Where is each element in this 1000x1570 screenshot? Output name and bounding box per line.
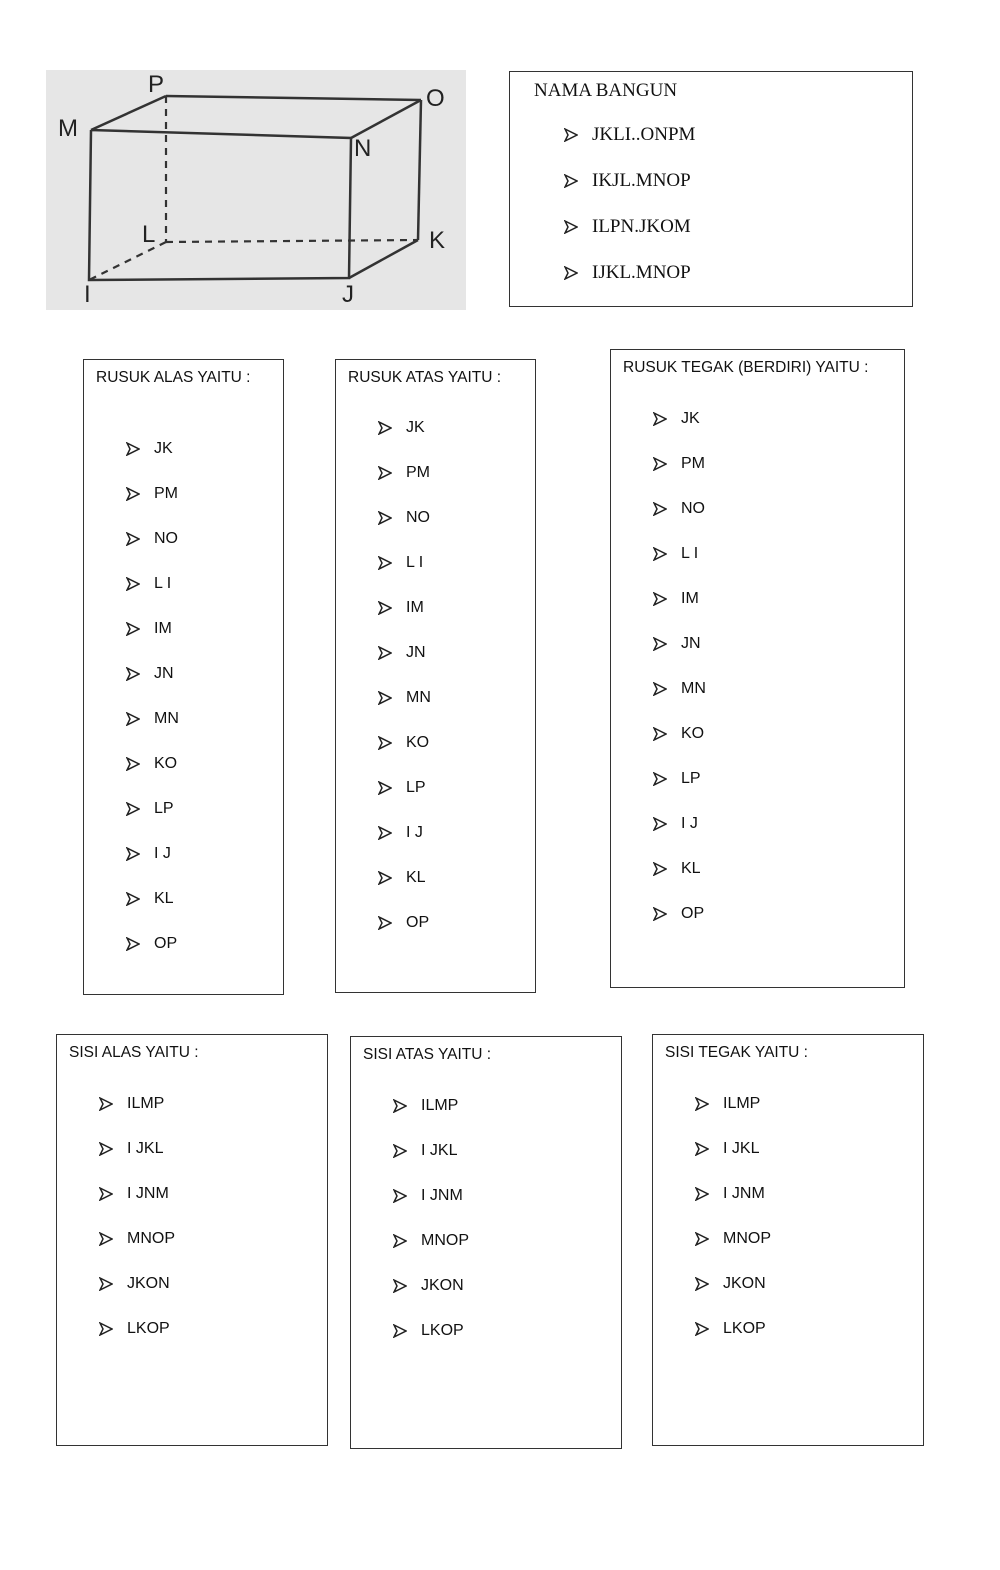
sisi-alas-option[interactable] (99, 1320, 170, 1338)
arrow-bullet-icon (653, 907, 667, 921)
edge-mp (91, 96, 166, 130)
sisi-tegak-option[interactable] (695, 1230, 771, 1248)
nama-bangun-box (509, 71, 913, 307)
option-label: KO (154, 755, 178, 772)
rusuk-tegak-option[interactable] (653, 635, 701, 653)
sisi-alas-title: SISI ALAS YAITU : (69, 1044, 199, 1061)
rusuk-atas-option[interactable] (378, 644, 426, 662)
option-label: OP (406, 914, 430, 931)
arrow-bullet-icon (99, 1097, 113, 1111)
option-label: JKON (127, 1275, 170, 1292)
option-label: IM (154, 620, 172, 637)
sisi-alas-option[interactable] (99, 1095, 164, 1113)
rusuk-alas-option[interactable] (126, 710, 179, 728)
option-label: KL (681, 860, 701, 877)
cuboid-figure (46, 70, 466, 310)
rusuk-tegak-title: RUSUK TEGAK (BERDIRI) YAITU : (623, 359, 869, 376)
option-label: L I (154, 575, 172, 592)
option-label: JN (154, 665, 174, 682)
nama-option[interactable] (564, 262, 691, 284)
arrow-bullet-icon (126, 892, 140, 906)
arrow-bullet-icon (393, 1144, 407, 1158)
option-label: JN (681, 635, 701, 652)
rusuk-atas-option[interactable] (378, 599, 424, 617)
arrow-bullet-icon (695, 1142, 709, 1156)
option-label: IKJL.MNOP (592, 170, 691, 191)
sisi-alas-option[interactable] (99, 1230, 175, 1248)
edge-ok (418, 100, 421, 240)
edge-jk (349, 240, 418, 278)
rusuk-tegak-option[interactable] (653, 725, 704, 743)
rusuk-tegak-option[interactable] (653, 905, 704, 923)
rusuk-alas-option[interactable] (126, 800, 174, 818)
sisi-atas-option[interactable] (393, 1187, 463, 1205)
option-label: MN (406, 689, 431, 706)
arrow-bullet-icon (126, 622, 140, 636)
arrow-bullet-icon (653, 727, 667, 741)
arrow-bullet-icon (378, 916, 392, 930)
sisi-alas-option[interactable] (99, 1275, 170, 1293)
option-label: IM (681, 590, 699, 607)
rusuk-alas-box (83, 359, 284, 995)
option-label: ILMP (421, 1097, 459, 1114)
arrow-bullet-icon (378, 871, 392, 885)
rusuk-tegak-option[interactable] (653, 770, 701, 788)
arrow-bullet-icon (393, 1099, 407, 1113)
arrow-bullet-icon (378, 646, 392, 660)
arrow-bullet-icon (126, 712, 140, 726)
arrow-bullet-icon (99, 1142, 113, 1156)
rusuk-tegak-option[interactable] (653, 680, 706, 698)
option-label: JKON (421, 1277, 464, 1294)
rusuk-alas-option[interactable] (126, 485, 178, 503)
option-label: MNOP (127, 1230, 175, 1247)
arrow-bullet-icon (378, 556, 392, 570)
option-label: JKON (723, 1275, 766, 1292)
arrow-bullet-icon (126, 577, 140, 591)
option-label: LKOP (127, 1320, 170, 1337)
rusuk-atas-option[interactable] (378, 464, 430, 482)
rusuk-alas-option[interactable] (126, 575, 171, 593)
option-label: JN (406, 644, 426, 661)
rusuk-tegak-option[interactable] (653, 455, 705, 473)
arrow-bullet-icon (378, 511, 392, 525)
sisi-alas-box (56, 1034, 328, 1446)
option-label: ILPN.JKOM (592, 216, 691, 237)
arrow-bullet-icon (393, 1189, 407, 1203)
vertex-label-o: O (426, 85, 445, 112)
option-label: OP (681, 905, 705, 922)
arrow-bullet-icon (653, 412, 667, 426)
rusuk-tegak-option[interactable] (653, 500, 705, 518)
option-label: I JNM (421, 1187, 463, 1204)
sisi-alas-option[interactable] (99, 1185, 169, 1203)
arrow-bullet-icon (378, 421, 392, 435)
rusuk-atas-option[interactable] (378, 509, 430, 527)
vertex-label-i: I (84, 281, 91, 308)
sisi-tegak-option[interactable] (695, 1275, 766, 1293)
sisi-tegak-option[interactable] (695, 1185, 765, 1203)
vertex-label-n: N (354, 135, 372, 162)
rusuk-alas-option[interactable] (126, 665, 174, 683)
option-label: KL (154, 890, 174, 907)
vertex-label-j: J (342, 281, 354, 308)
option-label: KO (406, 734, 430, 751)
rusuk-atas-title: RUSUK ATAS YAITU : (348, 369, 502, 386)
sisi-atas-option[interactable] (393, 1322, 464, 1340)
option-label: JK (681, 410, 700, 427)
option-label: LKOP (723, 1320, 766, 1337)
option-label: JK (406, 419, 425, 436)
rusuk-tegak-option[interactable] (653, 545, 698, 563)
rusuk-tegak-option[interactable] (653, 590, 699, 608)
arrow-bullet-icon (378, 736, 392, 750)
rusuk-tegak-option[interactable] (653, 815, 698, 833)
rusuk-alas-option[interactable] (126, 845, 171, 863)
rusuk-alas-option[interactable] (126, 530, 178, 548)
rusuk-tegak-box (610, 349, 905, 988)
arrow-bullet-icon (564, 220, 578, 234)
arrow-bullet-icon (393, 1234, 407, 1248)
arrow-bullet-icon (393, 1279, 407, 1293)
arrow-bullet-icon (695, 1322, 709, 1336)
option-label: ILMP (723, 1095, 761, 1112)
arrow-bullet-icon (378, 691, 392, 705)
arrow-bullet-icon (695, 1097, 709, 1111)
arrow-bullet-icon (653, 547, 667, 561)
rusuk-atas-option[interactable] (378, 779, 426, 797)
option-label: I J (406, 824, 423, 841)
arrow-bullet-icon (653, 862, 667, 876)
rusuk-atas-option[interactable] (378, 824, 423, 842)
option-label: PM (154, 485, 178, 502)
vertex-label-k: K (429, 227, 446, 254)
option-label: NO (154, 530, 178, 547)
sisi-tegak-title: SISI TEGAK YAITU : (665, 1044, 808, 1061)
nama-option[interactable] (564, 216, 691, 238)
arrow-bullet-icon (126, 532, 140, 546)
option-label: KO (681, 725, 705, 742)
rusuk-tegak-option[interactable] (653, 410, 700, 428)
rusuk-alas-option[interactable] (126, 755, 177, 773)
cuboid-diagram (46, 70, 466, 310)
rusuk-atas-option[interactable] (378, 554, 423, 572)
arrow-bullet-icon (653, 592, 667, 606)
arrow-bullet-icon (126, 757, 140, 771)
edge-po (166, 96, 421, 100)
option-label: ILMP (127, 1095, 165, 1112)
rusuk-alas-option[interactable] (126, 890, 174, 908)
rusuk-atas-box (335, 359, 536, 993)
arrow-bullet-icon (653, 637, 667, 651)
sisi-atas-box (350, 1036, 622, 1449)
option-label: I JNM (723, 1185, 765, 1202)
arrow-bullet-icon (653, 772, 667, 786)
option-label: MNOP (723, 1230, 771, 1247)
sisi-tegak-option[interactable] (695, 1140, 759, 1158)
option-label: NO (406, 509, 430, 526)
option-label: MN (681, 680, 706, 697)
rusuk-atas-option[interactable] (378, 734, 429, 752)
option-label: MN (154, 710, 179, 727)
option-label: L I (406, 554, 424, 571)
option-label: NO (681, 500, 705, 517)
vertex-label-m: M (58, 115, 78, 142)
sisi-tegak-box (652, 1034, 924, 1446)
vertex-label-p: P (148, 71, 165, 98)
edge-front (89, 130, 351, 280)
sisi-tegak-option[interactable] (695, 1095, 760, 1113)
option-label: JKLI..ONPM (592, 124, 696, 145)
arrow-bullet-icon (564, 174, 578, 188)
arrow-bullet-icon (564, 266, 578, 280)
arrow-bullet-icon (653, 457, 667, 471)
edge-no (351, 100, 421, 138)
sisi-atas-option[interactable] (393, 1142, 457, 1160)
sisi-tegak-option[interactable] (695, 1320, 766, 1338)
nama-option[interactable] (564, 170, 691, 192)
arrow-bullet-icon (695, 1277, 709, 1291)
rusuk-alas-title: RUSUK ALAS YAITU : (96, 369, 251, 386)
arrow-bullet-icon (378, 826, 392, 840)
arrow-bullet-icon (126, 937, 140, 951)
arrow-bullet-icon (393, 1324, 407, 1338)
arrow-bullet-icon (99, 1187, 113, 1201)
rusuk-tegak-option[interactable] (653, 860, 701, 878)
sisi-alas-option[interactable] (99, 1140, 163, 1158)
option-label: I JKL (723, 1140, 760, 1157)
rusuk-atas-option[interactable] (378, 869, 426, 887)
arrow-bullet-icon (653, 817, 667, 831)
option-label: OP (154, 935, 178, 952)
option-label: IJKL.MNOP (592, 262, 691, 283)
option-label: LP (406, 779, 426, 796)
nama-option[interactable] (564, 124, 695, 146)
rusuk-alas-option[interactable] (126, 935, 177, 953)
option-label: KL (406, 869, 426, 886)
arrow-bullet-icon (695, 1187, 709, 1201)
option-label: L I (681, 545, 699, 562)
sisi-atas-option[interactable] (393, 1277, 464, 1295)
arrow-bullet-icon (126, 442, 140, 456)
option-label: I JKL (127, 1140, 164, 1157)
rusuk-atas-option[interactable] (378, 689, 431, 707)
arrow-bullet-icon (99, 1322, 113, 1336)
arrow-bullet-icon (653, 682, 667, 696)
arrow-bullet-icon (695, 1232, 709, 1246)
option-label: I J (681, 815, 698, 832)
rusuk-alas-option[interactable] (126, 440, 173, 458)
option-label: LP (154, 800, 174, 817)
arrow-bullet-icon (99, 1277, 113, 1291)
rusuk-atas-option[interactable] (378, 419, 425, 437)
option-label: I JKL (421, 1142, 458, 1159)
arrow-bullet-icon (126, 487, 140, 501)
option-label: I JNM (127, 1185, 169, 1202)
option-label: IM (406, 599, 424, 616)
arrow-bullet-icon (378, 781, 392, 795)
vertex-label-l: L (142, 221, 156, 248)
sisi-atas-option[interactable] (393, 1097, 458, 1115)
option-label: PM (406, 464, 430, 481)
arrow-bullet-icon (564, 128, 578, 142)
arrow-bullet-icon (126, 847, 140, 861)
arrow-bullet-icon (378, 601, 392, 615)
rusuk-atas-option[interactable] (378, 914, 429, 932)
rusuk-alas-option[interactable] (126, 620, 172, 638)
option-label: LKOP (421, 1322, 464, 1339)
option-label: JK (154, 440, 173, 457)
option-label: PM (681, 455, 705, 472)
arrow-bullet-icon (653, 502, 667, 516)
option-label: MNOP (421, 1232, 469, 1249)
nama-bangun-title: NAMA BANGUN (534, 80, 678, 101)
edge-lk (166, 240, 418, 242)
sisi-atas-title: SISI ATAS YAITU : (363, 1046, 492, 1063)
arrow-bullet-icon (126, 802, 140, 816)
sisi-atas-option[interactable] (393, 1232, 469, 1250)
arrow-bullet-icon (99, 1232, 113, 1246)
option-label: I J (154, 845, 171, 862)
option-label: LP (681, 770, 701, 787)
arrow-bullet-icon (126, 667, 140, 681)
arrow-bullet-icon (378, 466, 392, 480)
